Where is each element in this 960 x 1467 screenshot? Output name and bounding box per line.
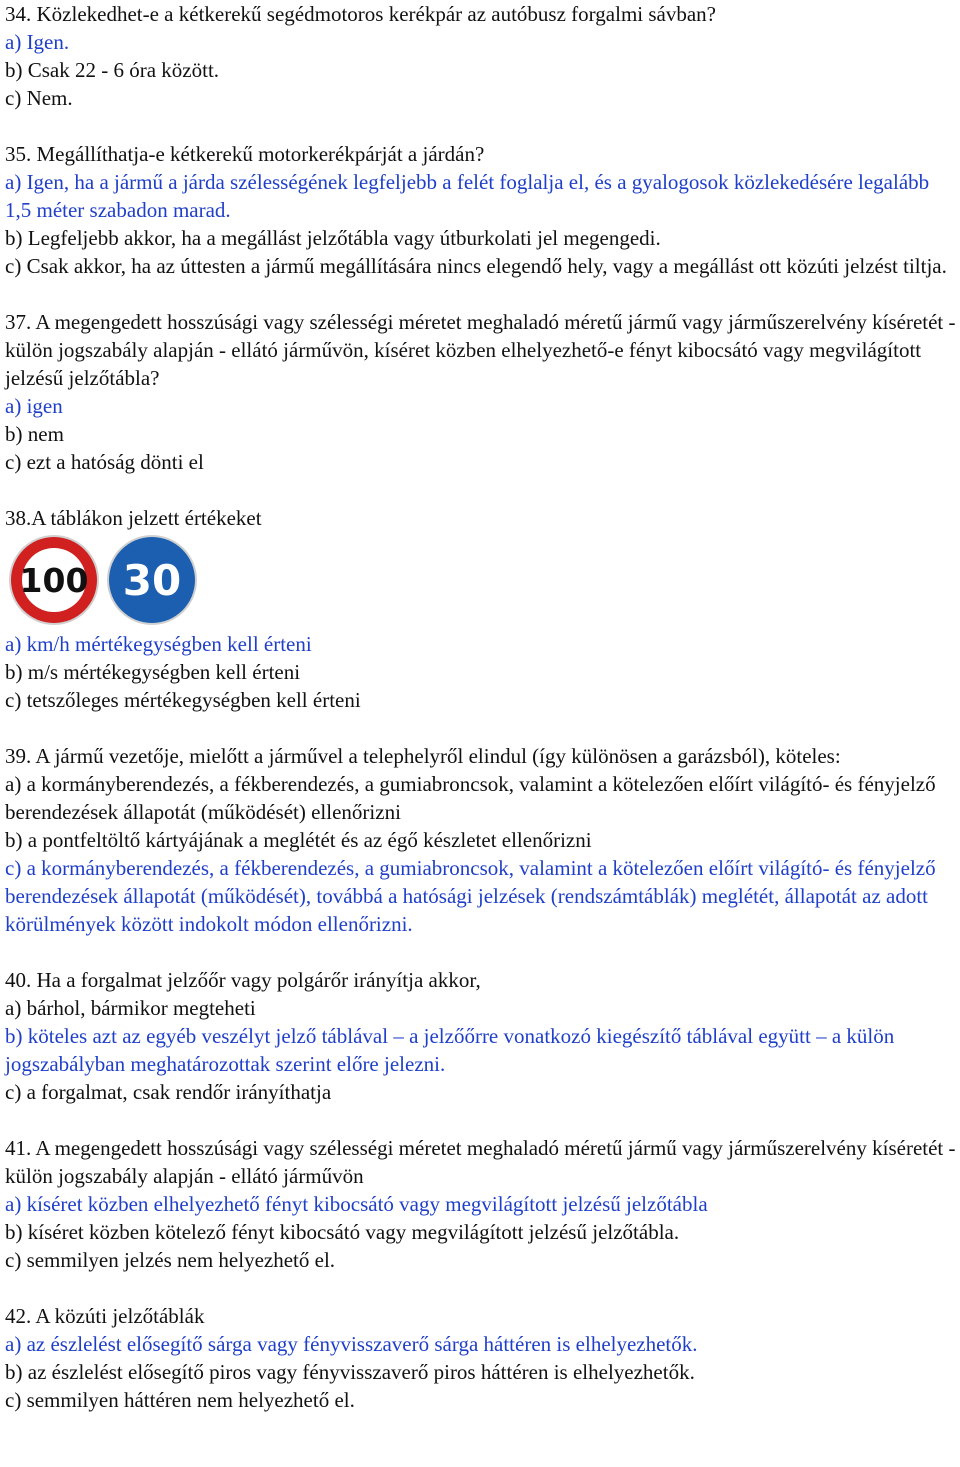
answer-b: b) Legfeljebb akkor, ha a megállást jelzőtábla vagy útburkolati jel megengedi. (5, 226, 661, 250)
question-37 (5, 308, 956, 476)
question-text: 37. A megengedett hosszúsági vagy szélességi méretet meghaladó méretű jármű vagy járműszerelvény kíséretét - külön jogszabály alapján - ellátó járművön, kíséret közben elhelyezhető-e fényt kibocsátó vagy megvilágított jelzésű jelzőtábla? (5, 310, 956, 390)
answer-b: b) a pontfeltöltő kártyájának a meglétét és az égő készletet ellenőrizni (5, 828, 592, 852)
answer-b: b) nem (5, 422, 64, 446)
question-35 (5, 140, 956, 280)
question-text: 40. Ha a forgalmat jelzőőr vagy polgárőr irányítja akkor, (5, 968, 481, 992)
question-text: 35. Megállíthatja-e kétkerekű motorkerékpárját a járdán? (5, 142, 485, 166)
answer-b: b) kíséret közben kötelező fényt kibocsátó vagy megvilágított jelzésű jelzőtábla. (5, 1220, 680, 1244)
answer-a-correct: a) igen (5, 394, 63, 418)
answer-c: c) a forgalmat, csak rendőr irányíthatja (5, 1080, 332, 1104)
speed-limit-100-sign-icon (8, 534, 100, 626)
answer-c: c) semmilyen háttéren nem helyezhető el. (5, 1388, 355, 1412)
answer-a-correct: a) Igen. (5, 30, 70, 54)
question-41 (5, 1134, 956, 1274)
speed-30-sign-icon (106, 534, 198, 626)
answer-b: b) az észlelést elősegítő piros vagy fényvisszaverő piros háttéren is elhelyezhetők. (5, 1360, 695, 1384)
answer-a-correct: a) km/h mértékegységben kell érteni (5, 632, 312, 656)
sign-30-text: 30 (122, 556, 182, 605)
question-text: 34. Közlekedhet-e a kétkerekű segédmotoros kerékpár az autóbusz forgalmi sávban? (5, 2, 716, 26)
question-text: 42. A közúti jelzőtáblák (5, 1304, 205, 1328)
answer-b-correct: b) köteles azt az egyéb veszélyt jelző táblával – a jelzőőrre vonatkozó kiegészítő táblával együtt – a külön jogszabályban meghatározottak szerint előre jelezni. (5, 1024, 895, 1076)
question-38 (5, 504, 956, 714)
question-text: 41. A megengedett hosszúsági vagy szélességi méretet meghaladó méretű jármű vagy járműszerelvény kíséretét - külön jogszabály alapján - ellátó járművön (5, 1136, 956, 1188)
question-text: 39. A jármű vezetője, mielőtt a járművel a telephelyről elindul (így különösen a garázsból), köteles: (5, 744, 841, 768)
answer-a: a) a kormányberendezés, a fékberendezés, a gumiabroncsok, valamint a kötelezően előírt világító- és fényjelző berendezések állapotát (működését) ellenőrizni (5, 772, 936, 824)
question-40 (5, 966, 956, 1106)
answer-c: c) ezt a hatóság dönti el (5, 450, 204, 474)
answer-b: b) m/s mértékegységben kell érteni (5, 660, 301, 684)
sign-100-text: 100 (19, 561, 89, 600)
question-text: 38.A táblákon jelzett értékeket (5, 506, 262, 530)
answer-a-correct: a) Igen, ha a jármű a járda szélességének legfeljebb a felét foglalja el, és a gyalogosok közlekedésére legalább 1,5 méter szabadon marad. (5, 170, 930, 222)
question-42 (5, 1302, 956, 1414)
answer-a-correct: a) kíséret közben elhelyezhető fényt kibocsátó vagy megvilágított jelzésű jelzőtábla (5, 1192, 708, 1216)
question-39 (5, 742, 956, 938)
answer-c: c) Nem. (5, 86, 73, 110)
answer-a: a) bárhol, bármikor megteheti (5, 996, 256, 1020)
speed-signs (5, 530, 956, 630)
question-34 (5, 0, 956, 112)
answer-b: b) Csak 22 - 6 óra között. (5, 58, 220, 82)
answer-c: c) tetszőleges mértékegységben kell érteni (5, 688, 361, 712)
answer-c: c) Csak akkor, ha az úttesten a jármű megállítására nincs elegendő hely, vagy a megállást ott közúti jelzést tiltja. (5, 254, 947, 278)
answer-c: c) semmilyen jelzés nem helyezhető el. (5, 1248, 336, 1272)
answer-a-correct: a) az észlelést elősegítő sárga vagy fényvisszaverő sárga háttéren is elhelyezhetők. (5, 1332, 698, 1356)
answer-c-correct: c) a kormányberendezés, a fékberendezés, a gumiabroncsok, valamint a kötelezően előírt világító- és fényjelző berendezések állapotát (működését), továbbá a hatósági jelzések (rendszámtáblák) meglétét, állapotát az adott körülmények között indokolt módon ellenőrizni. (5, 856, 936, 936)
